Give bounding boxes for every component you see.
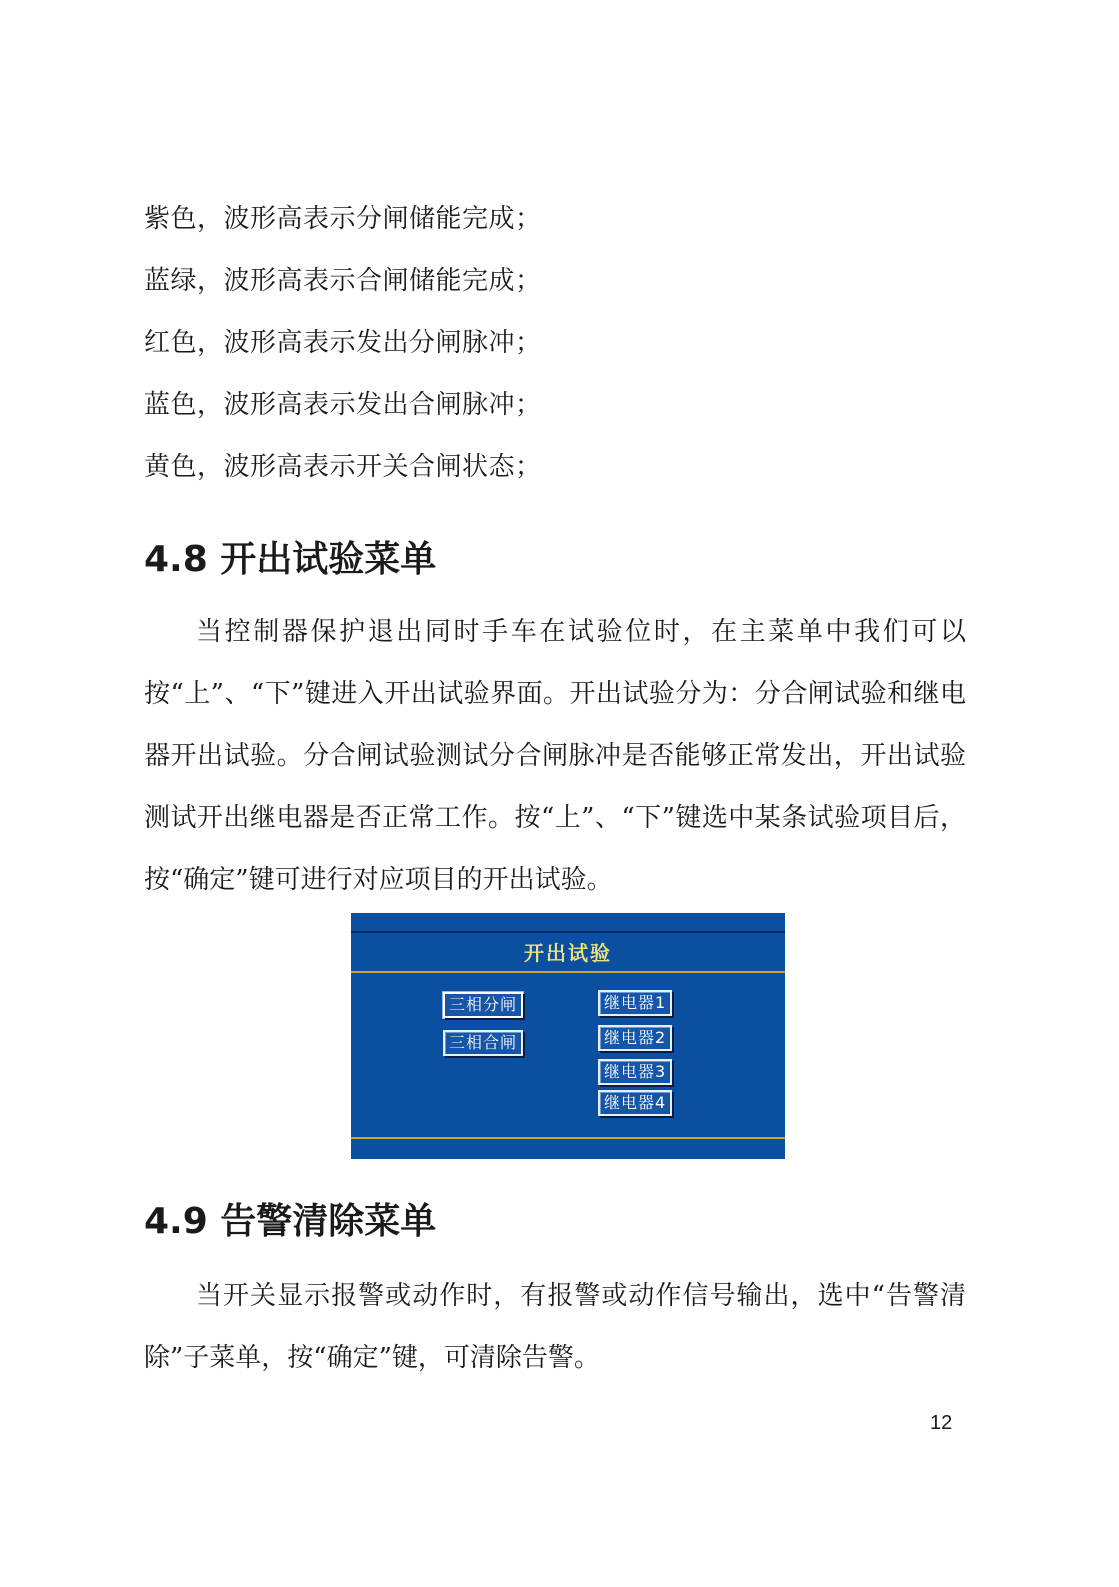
legend-line-teal: 蓝绿，波形高表示合闸储能完成； — [144, 266, 542, 296]
relay-3-button[interactable]: 继电器3 — [598, 1059, 672, 1085]
screen-title-rule — [351, 971, 785, 973]
screen-title: 开出试验 — [524, 941, 612, 965]
legend-line-red: 红色，波形高表示发出分闸脉冲； — [144, 328, 542, 358]
legend-line-yellow: 黄色，波形高表示开关合闸状态； — [144, 452, 542, 482]
relay-1-button[interactable]: 继电器1 — [598, 990, 672, 1016]
relay-2-button[interactable]: 继电器2 — [598, 1025, 672, 1051]
three-phase-open-button[interactable]: 三相分闸 — [443, 992, 523, 1018]
relay-4-button[interactable]: 继电器4 — [598, 1090, 672, 1116]
section-paragraph-4-8: 当控制器保护退出同时手车在试验位时，在主菜单中我们可以按“上”、“下”键进入开出试验界面。开出试验分为：分合闸试验和继电器开出试验。分合闸试验测试分合闸脉冲是否能够正常发出，开出试验测试开出继电器是否正常工作。按“上”、“下”键选中某条试验项目后，按“确定”键可进行对应项目的开出试验。 — [144, 617, 966, 895]
section-heading-4-9: 4.9 告警清除菜单 — [144, 1201, 437, 1242]
three-phase-close-button[interactable]: 三相合闸 — [443, 1030, 523, 1056]
section-paragraph-4-9: 当开关显示报警或动作时，有报警或动作信号输出，选中“告警清除”子菜单，按“确定”键，可清除告警。 — [144, 1281, 966, 1373]
page-number: 12 — [930, 1412, 953, 1434]
legend-line-purple: 紫色，波形高表示分闸储能完成； — [144, 204, 542, 234]
screen-top-rule — [351, 931, 785, 933]
section-heading-4-8: 4.8 开出试验菜单 — [144, 539, 437, 580]
open-test-screen — [351, 913, 785, 1159]
legend-line-blue: 蓝色，波形高表示发出合闸脉冲； — [144, 390, 542, 420]
screen-bottom-rule — [351, 1137, 785, 1139]
